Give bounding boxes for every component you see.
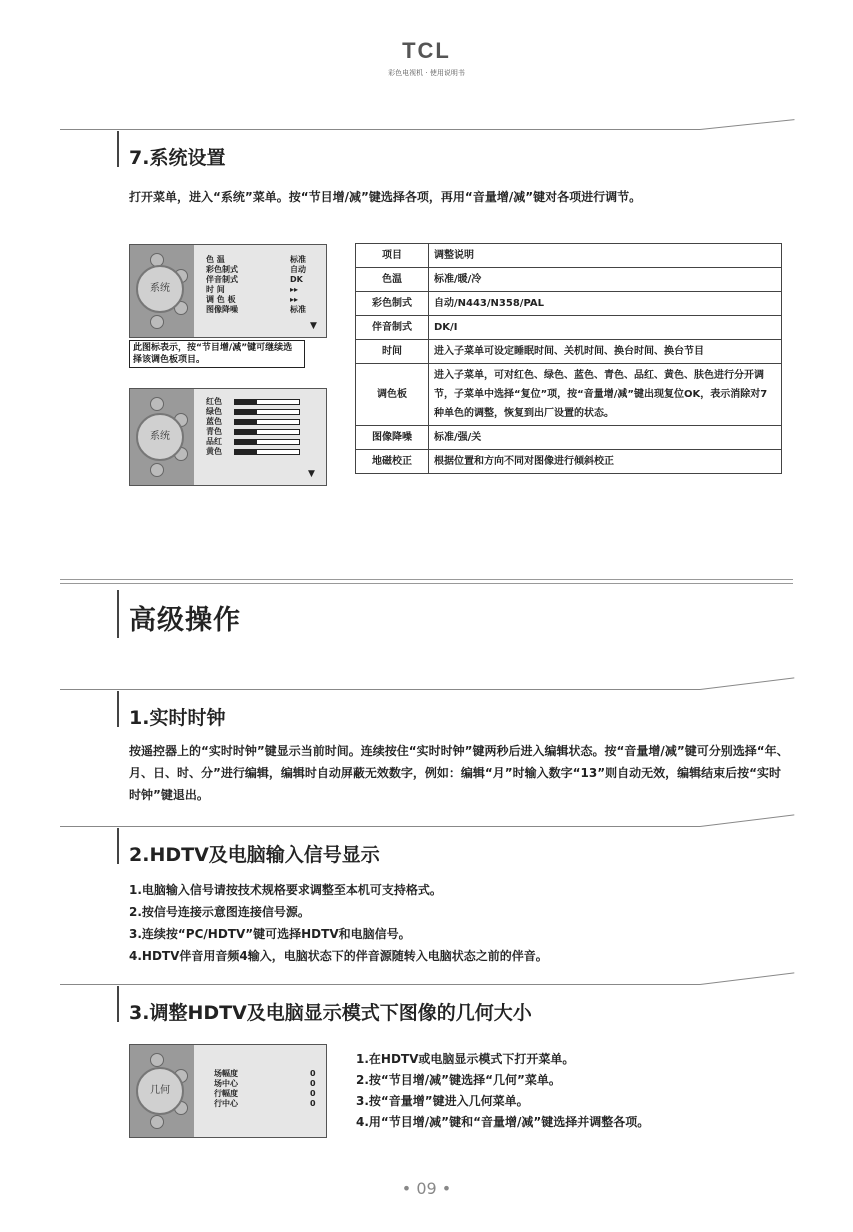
table-row — [356, 340, 782, 364]
table-row — [356, 268, 782, 292]
menu-bubble-icon — [150, 315, 164, 329]
menu-label: 行中心 — [214, 1099, 238, 1108]
system-menu-screen — [129, 244, 327, 338]
section-divider — [60, 826, 700, 827]
menu-label: 行幅度 — [214, 1089, 238, 1098]
menu-value: 0 — [310, 1089, 316, 1098]
section-divider — [60, 984, 700, 985]
menu-label: 彩色制式 — [206, 265, 238, 274]
palette-label: 绿色 — [206, 407, 222, 416]
menu-value: 标准 — [290, 305, 306, 314]
brand-logo: TCL — [402, 38, 451, 63]
table-cell-desc: 标准/强/关 — [429, 426, 782, 450]
table-cell-desc: 标准/暖/冷 — [429, 268, 782, 292]
section-title-system: 7.系统设置 — [129, 147, 226, 169]
table-cell-desc: 调整说明 — [429, 244, 782, 268]
table-cell-key: 时间 — [356, 340, 429, 364]
table-cell-key: 地磁校正 — [356, 450, 429, 474]
menu-disc-icon: 系统 — [136, 265, 184, 313]
menu-value: DK — [290, 275, 303, 284]
palette-level-bar — [234, 449, 300, 455]
table-cell-desc: 进入子菜单，可对红色、绿色、蓝色、青色、品红、黄色、肤色进行分开调节，子菜单中选择“复位”项，按“音量增/减”键出现复位OK，表示消除对7种单色的调整，恢复到出厂设置的状态。 — [429, 364, 782, 426]
menu-bubble-icon — [150, 397, 164, 411]
geometry-step: 1.在HDTV或电脑显示模式下打开菜单。 — [356, 1052, 575, 1066]
palette-level-bar — [234, 439, 300, 445]
table-row — [356, 450, 782, 474]
table-cell-key: 图像降噪 — [356, 426, 429, 450]
geometry-step: 3.按“音量增”键进入几何菜单。 — [356, 1094, 529, 1108]
section-marker — [117, 691, 119, 727]
geometry-step: 4.用“节目增/减”键和“音量增/减”键选择并调整各项。 — [356, 1115, 650, 1129]
table-cell-key: 色温 — [356, 268, 429, 292]
menu-label: 调 色 板 — [206, 295, 236, 304]
section-marker — [117, 986, 119, 1022]
geometry-menu-screen — [129, 1044, 327, 1138]
menu-value: 0 — [310, 1079, 316, 1088]
menu-disc-icon: 几何 — [136, 1067, 184, 1115]
page-number: • 09 • — [401, 1179, 452, 1198]
palette-menu-screen — [129, 388, 327, 486]
menu-label: 场幅度 — [214, 1069, 238, 1078]
section-divider-slant — [700, 972, 794, 985]
geometry-step: 2.按“节目增/减”键选择“几何”菜单。 — [356, 1073, 561, 1087]
palette-label: 蓝色 — [206, 417, 222, 426]
chapter-divider — [60, 579, 793, 580]
section-title-clock: 1.实时时钟 — [129, 707, 226, 729]
palette-label: 黄色 — [206, 447, 222, 456]
menu-value: 0 — [310, 1099, 316, 1108]
header-subtitle: 彩色电视机 · 使用说明书 — [388, 69, 465, 77]
menu-label: 图像降噪 — [206, 305, 238, 314]
hdtv-line: 2.按信号连接示意图连接信号源。 — [129, 905, 310, 919]
table-row — [356, 292, 782, 316]
palette-level-bar — [234, 399, 300, 405]
section-divider — [60, 129, 700, 130]
palette-label: 青色 — [206, 427, 222, 436]
table-cell-desc: DK/I — [429, 316, 782, 340]
menu-bubble-icon — [150, 1115, 164, 1129]
table-cell-key: 项目 — [356, 244, 429, 268]
palette-level-bar — [234, 409, 300, 415]
menu-label: 色 温 — [206, 255, 225, 264]
section-title-hdtv: 2.HDTV及电脑输入信号显示 — [129, 844, 380, 866]
system-settings-table — [355, 243, 782, 474]
chapter-divider — [60, 583, 793, 584]
table-row — [356, 364, 782, 426]
hdtv-line: 3.连续按“PC/HDTV”键可选择HDTV和电脑信号。 — [129, 927, 411, 941]
table-cell-desc: 进入子菜单可设定睡眠时间、关机时间、换台时间、换台节目 — [429, 340, 782, 364]
section-divider-slant — [700, 119, 795, 130]
menu-label: 伴音制式 — [206, 275, 238, 284]
palette-label: 品红 — [206, 437, 222, 446]
palette-level-bar — [234, 429, 300, 435]
chapter-marker — [117, 590, 119, 638]
menu-bubble-icon — [150, 1053, 164, 1067]
section-divider — [60, 689, 700, 690]
menu-value: 0 — [310, 1069, 316, 1078]
section-divider-slant — [700, 677, 794, 690]
table-cell-desc: 自动/N443/N358/PAL — [429, 292, 782, 316]
scroll-down-icon: ▼ — [308, 469, 315, 479]
table-cell-key: 彩色制式 — [356, 292, 429, 316]
section-title-geometry: 3.调整HDTV及电脑显示模式下图像的几何大小 — [129, 1002, 532, 1024]
menu-callout: 此图标表示，按“节目增/减”键可继续选择该调色板项目。 — [129, 340, 305, 368]
system-intro: 打开菜单，进入“系统”菜单。按“节目增/减”键选择各项，再用“音量增/减”键对各项进行调节。 — [129, 190, 642, 204]
section-divider-slant — [700, 814, 794, 827]
section-marker — [117, 131, 119, 167]
scroll-down-icon: ▼ — [310, 321, 317, 331]
menu-label: 场中心 — [214, 1079, 238, 1088]
hdtv-line: 1.电脑输入信号请按技术规格要求调整至本机可支持格式。 — [129, 883, 442, 897]
menu-bubble-icon — [150, 463, 164, 477]
table-row — [356, 316, 782, 340]
section-marker — [117, 828, 119, 864]
clock-text: 按遥控器上的“实时时钟”键显示当前时间。连续按住“实时时钟”键两秒后进入编辑状态。按“音量增/减”键可分别选择“年、月、日、时、分”进行编辑，编辑时自动屏蔽无效数字，例如：编辑“月”时输入数字“13”则自动无效，编辑结束后按“实时时钟”键退出。 — [129, 744, 789, 802]
menu-disc-icon: 系统 — [136, 413, 184, 461]
chapter-title-advanced: 高级操作 — [129, 605, 241, 636]
table-cell-key: 伴音制式 — [356, 316, 429, 340]
table-row — [356, 244, 782, 268]
palette-level-bar — [234, 419, 300, 425]
palette-label: 红色 — [206, 397, 222, 406]
menu-value: ▸▸ — [290, 285, 299, 294]
menu-label: 时 间 — [206, 285, 225, 294]
menu-value: 标准 — [290, 255, 306, 264]
menu-value: 自动 — [290, 265, 306, 274]
table-row — [356, 426, 782, 450]
hdtv-line: 4.HDTV伴音用音频4输入，电脑状态下的伴音源随转入电脑状态之前的伴音。 — [129, 949, 548, 963]
table-cell-desc: 根据位置和方向不同对图像进行倾斜校正 — [429, 450, 782, 474]
menu-value: ▸▸ — [290, 295, 299, 304]
table-cell-key: 调色板 — [356, 364, 429, 426]
